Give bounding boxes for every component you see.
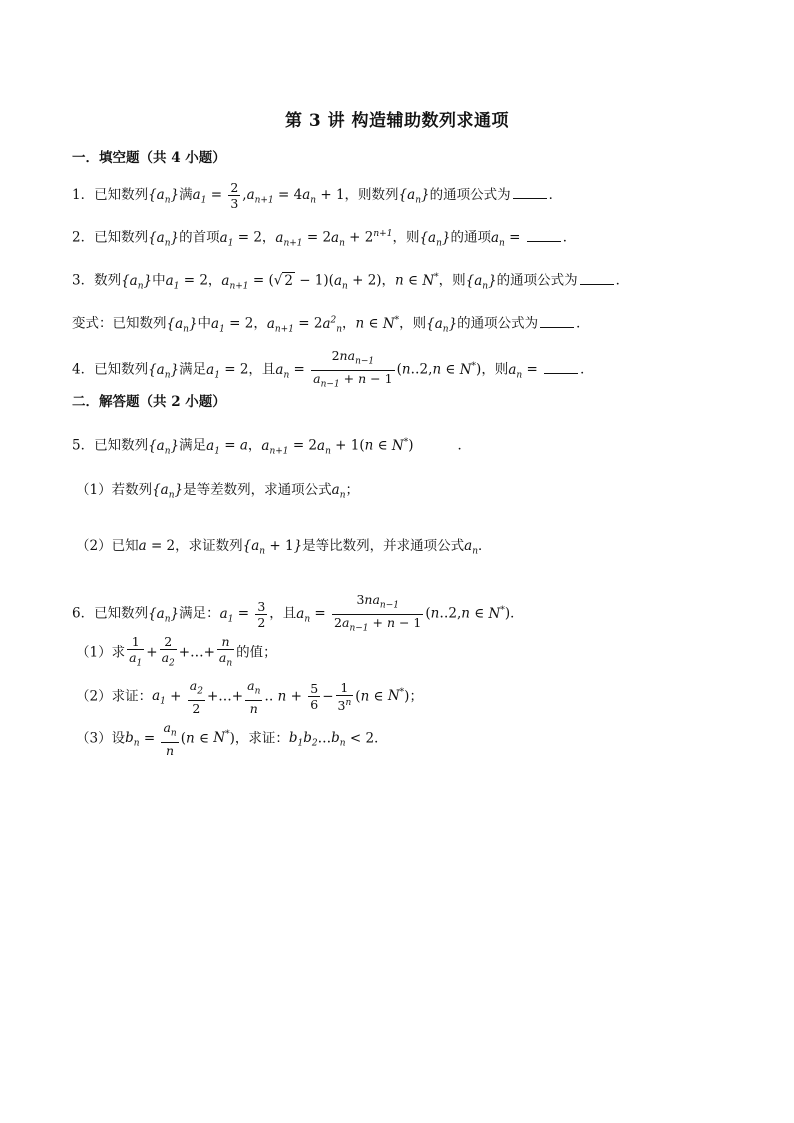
problem-text: （3）设 — [76, 730, 126, 747]
problem-text: 的通项公式为 — [457, 315, 539, 332]
problem-text: ，且 — [269, 605, 297, 622]
problem-text: （2）求证： — [76, 688, 153, 705]
problem-text: ，则数列 — [344, 187, 399, 203]
problem-text: 满 — [179, 187, 193, 203]
problem-5-part-1: （1）若数列$\{a_n\}$是等差数列，求通项公式$a_n$； — [76, 482, 359, 501]
answer-blank[interactable] — [544, 361, 578, 374]
problem-text: 已知数列 — [94, 605, 149, 622]
problem-text: 的首项 — [179, 229, 220, 246]
problem-text: ，则 — [392, 229, 420, 246]
problem-number: 4． — [72, 361, 95, 378]
fraction: $\frac{a_n}{n}$ — [247, 678, 261, 716]
problem-3: 3．数列$\{a_n\}$中$a_1 = 2$，$a_{n+1}$ = (√ $2 - 1)(a_n + 2)$，n ∈ N*，则$\{a_n\}$的通项公式为 ． — [72, 272, 630, 292]
problem-number: 5． — [72, 437, 95, 454]
problem-5: 5．已知数列$\{a_n\}$满足$a_1 = a$，$a_{n+1} = 2a_n + 1(n$ ∈ N*) ． — [72, 437, 471, 457]
problem-text: 满足： — [179, 605, 220, 622]
problem-text: ，求证数列 — [175, 538, 243, 554]
fraction: $\frac{5}{6}$ — [310, 681, 319, 713]
problem-text: 已知数列 — [94, 437, 149, 454]
problem-text: 的通项 — [450, 229, 491, 246]
answer-blank[interactable] — [527, 229, 561, 242]
problem-6: 6．已知数列$\{a_n\}$满足：$a_1$ = $\frac{3}{2}$ ，且$a_n$ = $\frac{3na_{n-1}}{2a_{n-1} + n - 1}$ (n‥2,n ∈ N*)． — [72, 592, 524, 636]
problem-5-part-2: （2）已知a = 2，求证数列$\{a_n + 1\}$是等比数列，并求通项公式$a_n$． — [76, 538, 492, 557]
fraction: $\frac{3}{2}$ — [257, 598, 266, 630]
problem-text: ，则 — [438, 272, 466, 289]
problem-text: 已知数列 — [94, 187, 149, 203]
problem-text: 是等差数列，求通项公式 — [183, 482, 332, 498]
problem-text: （1）求 — [76, 644, 126, 661]
problem-text: ，则 — [399, 315, 427, 332]
fraction: $\frac{1}{3^n}$ — [337, 680, 352, 714]
problem-text: 的通项公式为 — [496, 272, 578, 289]
fraction: $\frac{2na_{n-1}}{a_{n-1} + n - 1}$ — [313, 348, 393, 389]
answer-blank[interactable] — [513, 186, 547, 199]
problem-number: 1． — [72, 187, 95, 203]
problem-text: ，且 — [248, 361, 276, 378]
answer-blank[interactable] — [580, 272, 614, 285]
problem-1: 1．已知数列$\{a_n\}$满$a_1$ = $\frac{2}{3}$ $,a_{n+1} = 4a_n + 1$，则数列$\{a_n\}$的通项公式为 ． — [72, 180, 563, 211]
problem-text: 已知数列 — [94, 361, 149, 378]
section-answer-title: 二．解答题（共 2 小题） — [72, 394, 226, 410]
fraction: $\frac{a_2}{2}$ — [189, 678, 203, 716]
problem-text: （1）若数列 — [76, 482, 153, 498]
problem-text: 满足 — [179, 361, 207, 378]
problem-variant: 变式：已知数列$\{a_n\}$中$a_1 = 2$，$a_{n+1} = 2a^2_n$，n ∈ N*，则$\{a_n\}$的通项公式为 ． — [72, 315, 590, 335]
problem-text: 是等比数列，并求通项公式 — [302, 538, 465, 554]
problem-text: 中 — [197, 315, 212, 332]
problem-6-part-2: （2）求证：$a_1$ + $\frac{a_2}{2}$ +…+ $\frac{a_n}{n}$ ‥ n + $\frac{5}{6}$ − $\frac{1}{3^n}$ (n ∈ N*)； — [76, 678, 423, 716]
problem-text: 中 — [152, 272, 166, 289]
problem-text: ，则 — [481, 361, 509, 378]
fraction: $\frac{n}{a_n}$ — [218, 634, 233, 669]
fraction: $\frac{3na_{n-1}}{2a_{n-1} + n - 1}$ — [334, 592, 422, 633]
problem-text: 数列 — [94, 272, 122, 289]
fraction: $\frac{2}{a_2}$ — [161, 634, 175, 669]
page-title: 第 3 讲 构造辅助数列求通项 — [284, 111, 510, 131]
problem-2: 2．已知数列$\{a_n\}$的首项$a_1 = 2$，$a_{n+1} = 2a_n + 2^{n+1}$，则$\{a_n\}$的通项$a_n$ = ． — [72, 229, 577, 249]
problem-number: 2． — [72, 229, 95, 246]
section-fill-title: 一．填空题（共 4 小题） — [72, 150, 226, 166]
problem-text: 的通项公式为 — [429, 187, 511, 203]
problem-4: 4．已知数列$\{a_n\}$满足$a_1 = 2$，且$a_n$ = $\frac{2na_{n-1}}{a_{n-1} + n - 1}$ (n‥2,n ∈ N*)，则$a_n$ = ． — [72, 348, 594, 392]
answer-blank[interactable] — [540, 315, 574, 328]
problem-text: ，求证： — [234, 730, 289, 747]
problem-6-part-1: （1）求 $\frac{1}{a_1}$ + $\frac{2}{a_2}$ +…+ $\frac{n}{a_n}$ 的值； — [76, 634, 277, 672]
problem-text: 的值； — [236, 644, 277, 661]
fraction: $\frac{a_n}{n}$ — [163, 720, 177, 758]
problem-number: 6． — [72, 605, 95, 622]
fraction: $\frac{2}{3}$ — [230, 180, 239, 211]
problem-text: 已知数列 — [94, 229, 149, 246]
problem-text: 变式：已知数列 — [72, 315, 167, 332]
problem-6-part-3: （3）设$b_n$ = $\frac{a_n}{n}$ (n ∈ N*)，求证：$b_1b_2\dots b_n < 2$． — [76, 720, 388, 758]
problem-number: 3． — [72, 272, 95, 289]
problem-text: （2）已知 — [76, 538, 139, 554]
fraction: $\frac{1}{a_1}$ — [129, 634, 143, 669]
problem-text: 满足 — [179, 437, 207, 454]
